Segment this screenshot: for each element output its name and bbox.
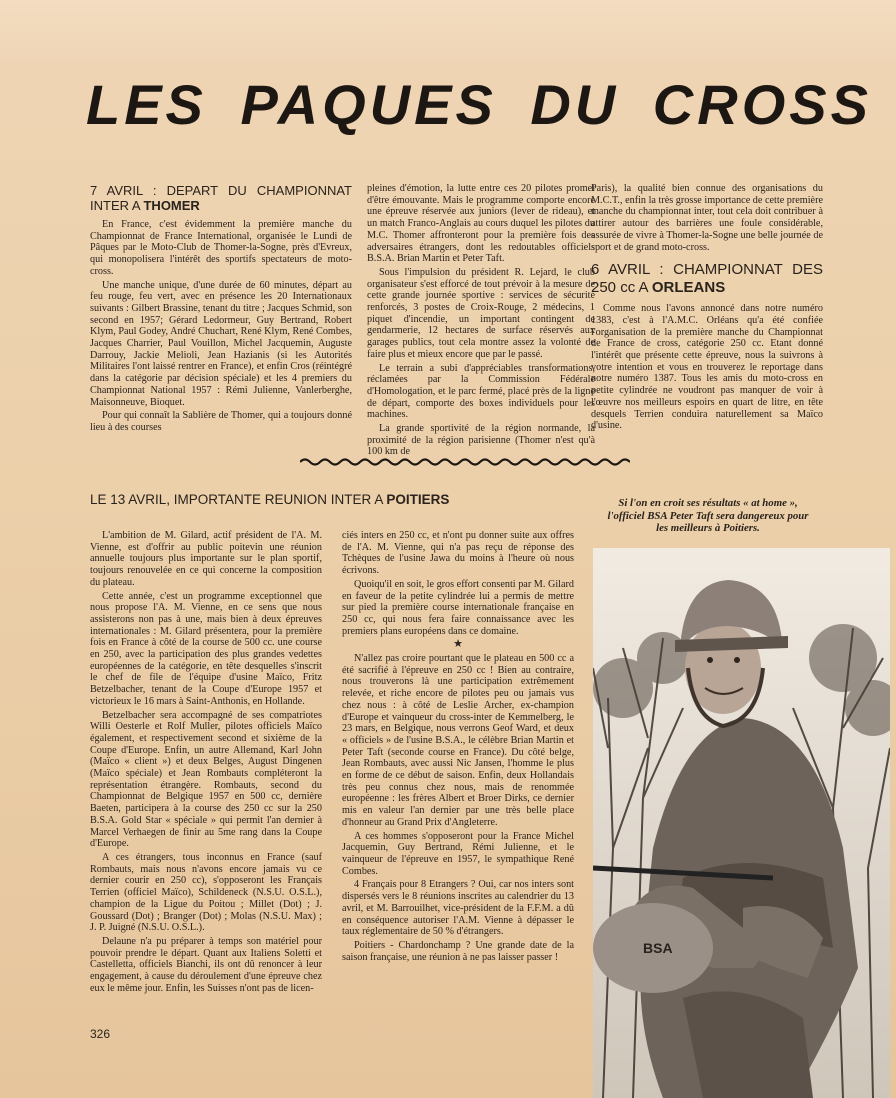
paragraph: A ces étrangers, tous inconnus en France (sauf Rombauts, mais nous n'avons encore jamais vu ce dernier courir en 250 cc), s'opposeront les Français Terrien (officiel Maïco), Schildeneck (N.S.U. O.S.L.), champion de la Ligue du Poitou ; Millet (Dot) ; J. Goussard (Dot) ; Branger (Dot) ; Molas (N.S.U. Max) ; J. P. Juigné (N.S.U. O.S.L.). xyxy=(90,851,322,934)
paragraph: N'allez pas croire pourtant que le plateau en 500 cc a été sacrifié à l'épreuve en 250 cc ! Bien au contraire, nous trouverons là une participation extrêmement relevée, et riche encore de pilotes peu ou jamais vus chez nous : à côté de Leslie Archer, ex-champion d'Europe et vainqueur du cross-inter de Kemmelberg, le 23 mars, en Belgique, nous verrons Geof Ward, et deux « officiels » de l'usine B.S.A., le célèbre Brian Martin et Peter Taft (seconde course en France). Du côté belge, Jean Rombauts, avec aussi Nic Jansen, l'homme le plus en forme de ce début de saison. Enfin, deux Hollandais très peu connus chez nous, mais de renommée européenne : les frères Albert et Broer Dirks, ce dernier mis en valeur l'an dernier par une très belle place d'honneur au Grand Prix d'Angleterre. xyxy=(342,653,574,828)
paragraph-part: pleines d'émotion, la lutte entre ces 20 pilotes promet d'être émouvante. Mais le programme comporte encore une épreuve réservée aux juniors (lever de rideau), et un match Franco-Anglais au cours duquel les pilotes du M.C. Thomer affronteront pour la première fois des adversaires étrangers, dont les redoutables officiels B.S.A. Brian Martin et Peter Taft. xyxy=(367,183,595,265)
paragraph xyxy=(367,183,595,265)
paragraph: A ces hommes s'opposeront pour la France Michel Jacquemin, Guy Bertrand, Rémi Julienne, et le vainqueur de l'épreuve en 1957, le sympathique René Combes. xyxy=(342,830,574,877)
paragraph-part: Paris), la qualité bien connue des organisations du M.C.T., enfin la très grosse importance de cette première manche du championnat inter, tout cela doit contribuer à attirer autour des barrières une foule considérable, assurée de vivre à Thomer-la-Sogne une belle journée de sport et de grand moto-cross. xyxy=(591,183,823,253)
section-heading-poitiers xyxy=(90,492,590,507)
section-heading-orleans xyxy=(591,261,823,297)
paragraph: Comme nous l'avons annoncé dans notre numéro 1383, c'est à l'A.M.C. Orléans qu'a été confiée l'organisation de la première manche du Championnat de France de cross, catégorie 250 cc. Etant donné l'intérêt que présente cette épreuve, nous la suivrons à votre intention et vous en trouverez le reportage dans notre numéro 1387. Tous les amis du moto-cross en petite cylindrée ne voudront pas manquer de voir à l'œuvre nos meilleurs espoirs en quart de litre, en tête desquels Terrien conduira naturellement sa Maïco d'usine. xyxy=(591,303,823,432)
article-thomer-col1 xyxy=(90,183,352,436)
paragraph: Sous l'impulsion du président R. Lejard, le club organisateur s'est efforcé de tout prévoir à la mesure de cette grande journée sportive : services de sécurité renforcés, 3 postes de Croix-Rouge, 2 médecins, 1 piquet d'incendie, un important contingent de gendarmerie, 12 hectares de surface réservés aux garages publics, tout cela montre assez la volonté de faire plus et mieux encore que par le passé. xyxy=(367,266,595,360)
paragraph: En France, c'est évidemment la première manche du Championnat de France International, organisée le Lundi de Pâques par le Moto-Club de Thomer-la-Sogne, près d'Evreux, qui monopolisera l'intérêt des sportifs spectateurs de moto-cross. xyxy=(90,219,352,277)
article-poitiers-col2 xyxy=(342,530,574,965)
paragraph-part: ciés inters en 250 cc, et n'ont pu donner suite aux offres de l'A. M. Vienne, qui n'a pas reçu de réponse des Tchèques de l'usine Jawa du moins à l'heure où nous écrivons. xyxy=(342,530,574,577)
paragraph: Poitiers - Chardonchamp ? Une grande date de la saison française, une réunion à ne pas laisser passer ! xyxy=(342,939,574,963)
article-poitiers-col1 xyxy=(90,530,322,996)
page-top-band xyxy=(0,0,896,62)
heading-text: LE 13 AVRIL, IMPORTANTE REUNION INTER A xyxy=(90,492,383,507)
paragraph xyxy=(591,183,823,253)
motocross-rider-photo xyxy=(593,548,890,1098)
paragraph xyxy=(90,410,352,433)
paragraph xyxy=(367,423,595,458)
page-number: 326 xyxy=(90,1027,111,1041)
photo-caption: Si l'on en croit ses résultats « at home », l'officiel BSA Peter Taft sera dangereux pour les meilleurs à Poitiers. xyxy=(607,497,809,534)
paragraph-part: La grande sportivité de la région normande, la proximité de la région parisienne (Thomer n'est qu'à 100 km de xyxy=(367,423,595,458)
paragraph: Le terrain a subi d'appréciables transformations, réclamées par la Commission Fédérale d'Homologation, et le parc fermé, placé près de la ligne de départ, comporte des boxes individuels pour les machines. xyxy=(367,362,595,421)
heading-place: POITIERS xyxy=(386,492,450,507)
paragraph: Betzelbacher sera accompagné de ses compatriotes Willi Oesterle et Rolf Muller, pilotes officiels Maïco également, et respectivement second et sixième de la Coupe d'Europe. Enfin, un autre Allemand, Karl John (Maïco « client ») et deux Belges, August Dingenen (Maïco spéciale) et Jean Rombauts compléteront la représentation étrangère. Rombauts, second du Championnat de Belgique 1957 en 500 cc, dernière Baeten, participera à la course des 250 cc sur la 250 B.S.A. Gold Star « spéciale » qui permit l'an dernier à Marcel Verhaegen de finir au 5me rang dans la Coupe d'Europe. xyxy=(90,709,322,850)
photo-image xyxy=(593,548,890,1098)
paragraph xyxy=(342,530,574,577)
heading-place: ORLEANS xyxy=(651,279,726,297)
page-title: LES PAQUES DU CROSS xyxy=(86,73,872,136)
article-thomer-col3 xyxy=(591,183,823,434)
paragraph: L'ambition de M. Gilard, actif président de l'A. M. Vienne, est d'offrir au public poitevin une réunion annuelle toujours plus importante sur le plan sportif, toujours renouvelée en ce qui concerne la composition du plateau. xyxy=(90,530,322,588)
article-thomer-col2 xyxy=(367,183,595,460)
paragraph: Une manche unique, d'une durée de 60 minutes, départ au feu rouge, feu vert, avec en présence les 20 Internationaux suivants : Gilbert Brassine, tenant du titre ; Jacques Schmid, son second en 1957; Gérard Ledormeur, Guy Bertrand, Robert Klym, Paul Godey, André Chuchart, René Klym, René Combes, Jacques Charrier, Paul Vouillon, Michel Jacquemin, Auguste Darrouy, Jackie Melioli, Jean Hazianis (si les Autorités Militaires l'ont laissé rentrer en France), et enfin Cros (réintégré dans la catégorie par décision spéciale) et les 4 premiers du Championnat National 1957 : Rémi Julienne, Vanlerberghe, Maisonneuve, Bioquet. xyxy=(90,279,353,408)
star-separator: ★ xyxy=(453,638,463,651)
wave-divider xyxy=(300,455,630,469)
heading-place: THOMER xyxy=(143,198,200,213)
svg-text:BSA: BSA xyxy=(643,940,673,956)
paragraph xyxy=(90,936,322,995)
paragraph: Quoiqu'il en soit, le gros effort consenti par M. Gilard en faveur de la petite cylindrée lui a permis de mettre sur pied la première course internationale française en 250 cc, qui nous fera faire connaissance avec les premiers plans européens dans ce domaine. xyxy=(342,578,574,637)
heading-text: 7 AVRIL : DEPART DU CHAMPIONNAT INTER A xyxy=(90,183,352,213)
paragraph-part: Pour qui connaît la Sablière de Thomer, qui a toujours donné lieu à des courses xyxy=(90,410,352,433)
section-heading-thomer xyxy=(90,183,352,213)
heading-text: 6 AVRIL : CHAMPIONNAT DES 250 cc A xyxy=(591,261,823,297)
paragraph-part: Delaune n'a pu préparer à temps son matériel pour pouvoir prendre le départ. Quant aux Italiens Soletti et Castelletta, officiels Bianchi, ils ont dû renoncer à leur engagement, à cause du déroulement d'une épreuve chez eux le même jour. Enfin, les Suisses n'ont pas de licen- xyxy=(90,935,322,994)
paragraph: Cette année, c'est un programme exceptionnel que nous propose l'A. M. Vienne, en ce sens que nous assisterons non pas à une, mais bien à deux épreuves internationales : M. Gilard présentera, pour la première fois en France à côté de la course de 500 cc. une course en 250, avec la participation des plus grandes vedettes européennes de la catégorie, en tête desquelles s'inscrit le chef de file de l'équipe d'usine Maïco, Fritz Betzelbacher, tenant de la Coupe d'Europe 1957 et victorieux le 16 mars à Saint-Anthonis, en Hollande. xyxy=(90,590,322,707)
paragraph: 4 Français pour 8 Etrangers ? Oui, car nos inters sont dispersés vers le 8 réunions inscrites au calendrier du 13 avril, et M. Barrouilhet, vice-président de la F.F.M. a dû en conséquence autoriser l'A.M. Vienne à dépasser le taux réglementaire de 50 % d'étrangers. xyxy=(342,879,574,938)
